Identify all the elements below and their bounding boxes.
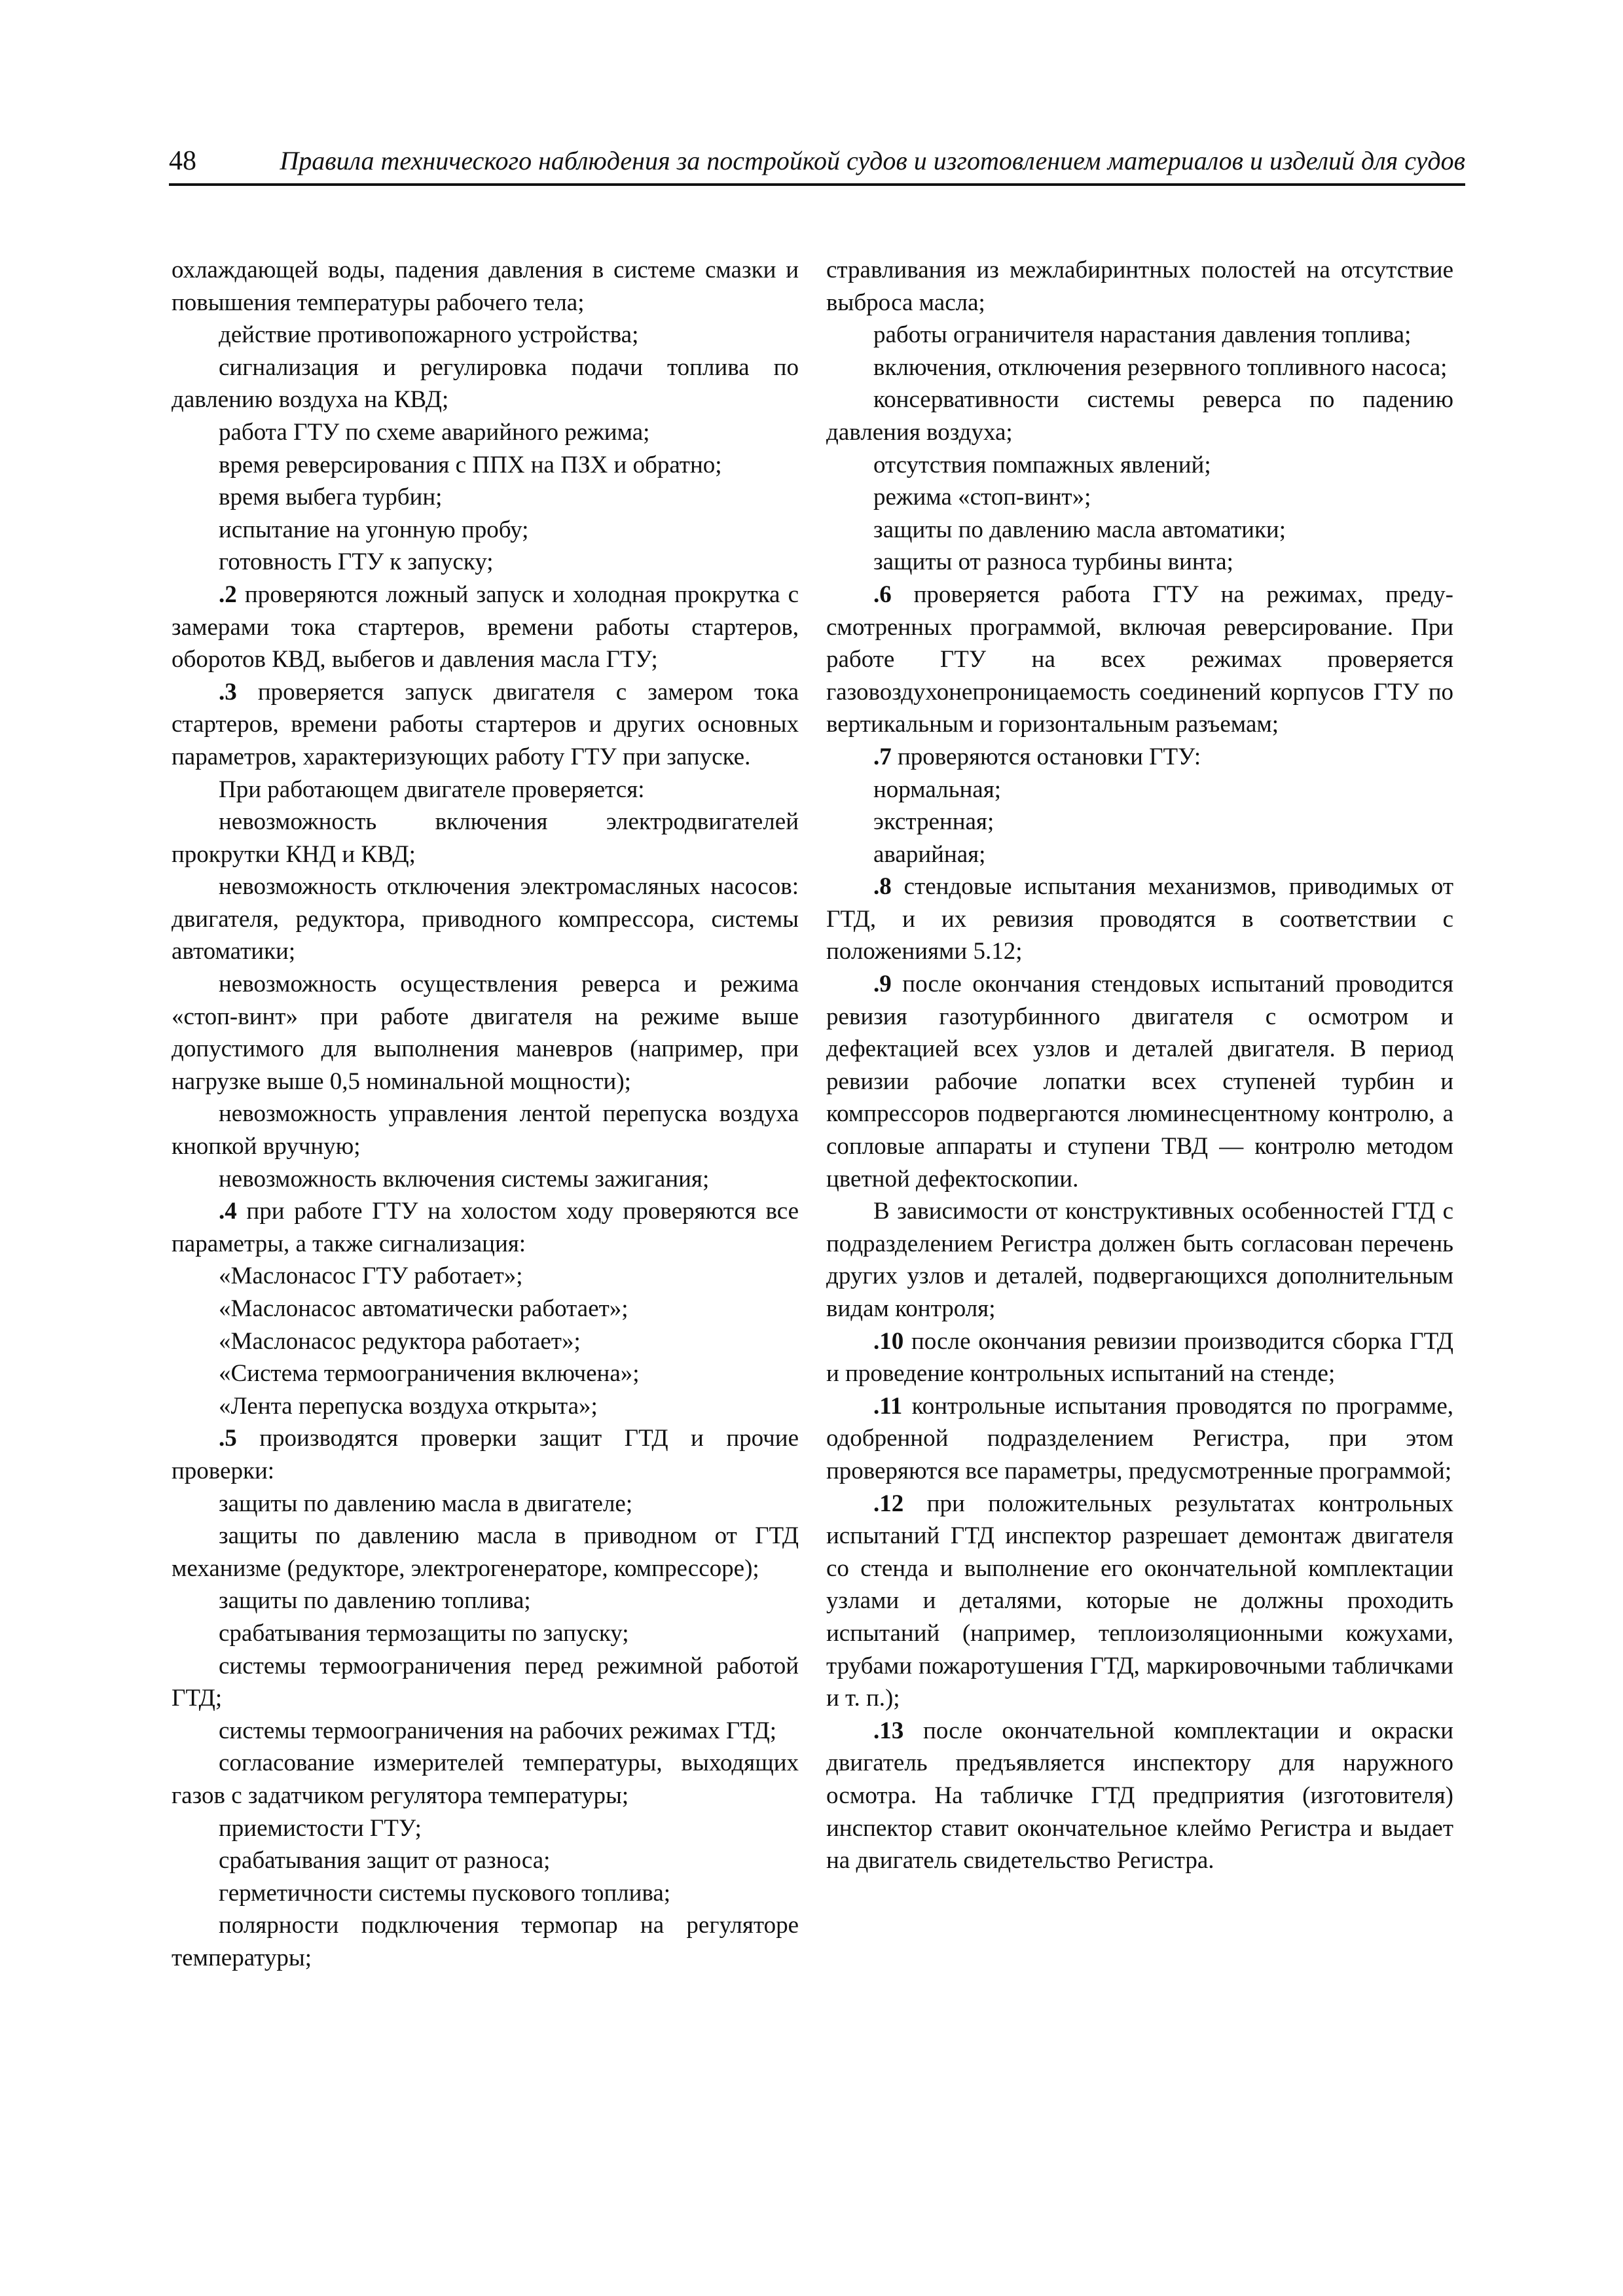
paragraph [172,1488,799,1520]
paragraph [172,1617,799,1650]
left-column [172,254,799,1974]
paragraph-text: стендовые испытания механизмов, приводимых от ГТД, и их ревизия проводятся в соответствии с положениями 5.12; [826,873,1453,965]
paragraph [826,1325,1453,1390]
item-number: .6 [873,581,892,608]
paragraph-text: включения, отключения резервного топливного насоса; [873,353,1448,381]
paragraph [172,1195,799,1260]
paragraph [826,838,1453,871]
paragraph-text: согласование измерителей температуры, выходящих газов с задатчиком регулятора температуры; [172,1749,799,1809]
paragraph [826,1488,1453,1715]
paragraph [172,806,799,870]
paragraph [826,254,1453,319]
item-number: .13 [873,1717,904,1744]
item-number: .5 [219,1425,237,1452]
paragraph [172,1422,799,1487]
item-number: .7 [873,743,892,770]
paragraph-text: проверяется запуск двигателя с замером тока стартеров, времени работы стартеров и других основных параметров, характеризующих работу ГТУ при запуске. [172,678,799,770]
paragraph [172,514,799,547]
paragraph-text: полярности подключения термопар на регуляторе температуры; [172,1912,799,1971]
paragraph-text: аварийная; [873,840,986,868]
paragraph-text: действие противопожарного устройства; [219,321,639,349]
paragraph-text: «Система термоограничения включена»; [219,1360,640,1388]
paragraph [172,1325,799,1358]
paragraph [172,1357,799,1390]
paragraph-text: невозможность включения системы зажигания; [219,1165,710,1193]
paragraph-text: отсутствия помпажных явлений; [873,451,1211,478]
paragraph [172,481,799,514]
paragraph [826,481,1453,514]
paragraph-text: консервативности системы реверса по падению давления воздуха; [826,386,1453,446]
paragraph [172,1909,799,1974]
paragraph-text: «Лента перепуска воздуха открыта»; [219,1392,598,1420]
paragraph [172,968,799,1098]
paragraph [172,1293,799,1325]
paragraph-text: при положительных результатах контрольных испытаний ГТД инспектор разрешает демонтаж двигателя со стенда и выполнение его окончательной комплектации узлами и деталями, которые не должны проходить испытаний (например, теплоизоляционными кожухами, трубами пожаротушения ГТД, маркировочными табличками и т. п.); [826,1490,1453,1712]
item-number: .9 [873,971,892,998]
paragraph [826,806,1453,838]
paragraph [172,1715,799,1748]
paragraph-text: испытание на угонную пробу; [219,516,529,543]
paragraph [826,968,1453,1195]
paragraph [826,546,1453,579]
paragraph [826,319,1453,351]
paragraph-text: после окончания ревизии производится сборка ГТД и проведение контрольных испытаний на стенде; [826,1327,1453,1388]
paragraph [172,676,799,774]
paragraph-text: после окончательной комплектации и окраски двигатель предъявляется инспектору для наружного осмотра. На табличке ГТД предприятия (изготовителя) инспектор ставит окончательное клеймо Регистра и выдает на двигатель свидетельство Регистра. [826,1717,1453,1874]
paragraph [172,1747,799,1812]
page-header [169,143,1465,186]
paragraph [172,1098,799,1162]
paragraph [826,1195,1453,1325]
running-title: Правила технического наблюдения за постройкой судов и изготовлением материалов и изделий для судов [280,146,1465,175]
paragraph-text: сигнализация и регулировка подачи топлива по давлению воздуха на КВД; [172,353,799,414]
paragraph-text: охлаждающей воды, падения давления в системе смазки и повышения температуры рабочего тела; [172,257,799,316]
paragraph-text: защиты по давлению масла в приводном от ГТД механизме (редукторе, электрогенераторе, компрессоре); [172,1522,799,1582]
paragraph-text: системы термоограничения перед режимной работой ГТД; [172,1652,799,1712]
paragraph-text: режима «стоп-винт»; [873,484,1091,511]
paragraph-text: проверяются остановки ГТУ: [891,743,1201,770]
paragraph [172,1844,799,1877]
paragraph [826,870,1453,968]
paragraph [826,774,1453,806]
paragraph-text: работы ограничителя нарастания давления топлива; [873,321,1412,349]
item-number: .2 [219,581,237,608]
paragraph-text: время реверсирования с ППХ на ПЗХ и обратно; [219,451,722,478]
paragraph [172,351,799,416]
paragraph-text: время выбега турбин; [219,484,443,511]
paragraph [172,1260,799,1293]
paragraph-text: после окончания стендовых испытаний проводится ревизия газотурбинного двигателя с осмотром и дефектацией всех узлов и деталей двигателя. В период ревизии рабочие лопатки всех ступеней турбин и компрессоров подвергаются люминесцентному контролю, а сопловые аппараты и ступени ТВД — контролю методом цветной дефектоскопии. [826,971,1453,1193]
paragraph-text: При работающем двигателе проверяется: [219,776,645,803]
paragraph [172,1812,799,1845]
paragraph [172,254,799,319]
item-number: .12 [873,1490,904,1517]
paragraph [826,449,1453,482]
paragraph-text: приемистости ГТУ; [219,1814,422,1842]
paragraph-text: срабатывания защит от разноса; [219,1847,551,1874]
paragraph [826,1390,1453,1488]
item-number: .10 [873,1327,904,1355]
paragraph [826,579,1453,741]
paragraph [172,1585,799,1617]
item-number: .3 [219,678,237,706]
paragraph [826,741,1453,774]
paragraph-text: при работе ГТУ на холостом ходу проверяются все параметры, а также сигнализация: [172,1198,799,1257]
paragraph-text: проверяются ложный запуск и холодная прокрутка с замерами тока стартеров, времени работы стартеров, оборотов КВД, выбегов и давления масла ГТУ; [172,581,799,673]
paragraph-text: невозможность осуществления реверса и режима «стоп-винт» при работе двигателя на режиме выше допустимого для выполнения маневров (например, при нагрузке выше 0,5 номинальной мощности); [172,971,799,1095]
paragraph-text: «Маслонасос редуктора работает»; [219,1327,581,1355]
paragraph-text: стравливания из межлабиринтных полостей на отсутствие выброса масла; [826,257,1453,316]
paragraph [172,319,799,351]
paragraph [826,351,1453,384]
paragraph-text: экстренная; [873,808,994,836]
paragraph [826,1715,1453,1877]
item-number: .8 [873,873,892,901]
paragraph [172,1650,799,1715]
right-column [826,254,1453,1877]
paragraph-text: нормальная; [873,776,1002,803]
paragraph [172,1163,799,1196]
paragraph-text: «Маслонасос автоматически работает»; [219,1295,629,1322]
paragraph [172,1390,799,1423]
paragraph-text: невозможность отключения электромасляных насосов: двигателя, редуктора, приводного компрессора, системы автоматики; [172,873,799,965]
paragraph [172,1520,799,1585]
paragraph-text: невозможность управления лентой перепуска воздуха кнопкой вручную; [172,1100,799,1160]
page-number: 48 [169,146,196,176]
paragraph [172,870,799,968]
paragraph-text: готовность ГТУ к запуску; [219,548,494,576]
paragraph [172,774,799,806]
paragraph [172,546,799,579]
item-number: .11 [873,1392,903,1420]
paragraph-text: срабатывания термозащиты по запуску; [219,1619,629,1647]
paragraph [826,514,1453,547]
paragraph-text: работа ГТУ по схеме аварийного режима; [219,418,650,446]
paragraph [172,1877,799,1910]
paragraph-text: защиты по давлению топлива; [219,1587,531,1615]
paragraph-text: защиты по давлению масла автоматики; [873,516,1286,543]
item-number: .4 [219,1198,237,1225]
paragraph [172,449,799,482]
paragraph-text: системы термоограничения на рабочих режимах ГТД; [219,1717,777,1744]
paragraph-text: защиты от разноса турбины винта; [873,548,1233,576]
paragraph [826,384,1453,448]
paragraph [172,579,799,676]
paragraph-text: контрольные испытания проводятся по программе, одобренной подразделением Регистра, при этом проверяются все параметры, предусмотренные программой; [826,1392,1453,1484]
paragraph-text: «Маслонасос ГТУ работает»; [219,1263,523,1290]
paragraph-text: В зависимости от конструктивных особенностей ГТД с подразделением Регистра должен быть согласован перечень других узлов и деталей, подвергающихся дополнительным видам контроля; [826,1198,1453,1322]
paragraph-text: невозможность включения электродвигателей прокрутки КНД и КВД; [172,808,799,868]
paragraph-text: проверяется работа ГТУ на режимах, предусмотренных программой, включая реверсирование. При работе ГТУ на всех режимах проверяется газовоздухонепроницаемость соединений корпусов ГТУ по вертикальным и горизонтальным разъемам; [826,581,1453,738]
paragraph-text: защиты по давлению масла в двигателе; [219,1490,633,1517]
paragraph-text: производятся проверки защит ГТД и прочие проверки: [172,1425,799,1484]
paragraph [172,416,799,449]
paragraph-text: герметичности системы пускового топлива; [219,1879,671,1907]
